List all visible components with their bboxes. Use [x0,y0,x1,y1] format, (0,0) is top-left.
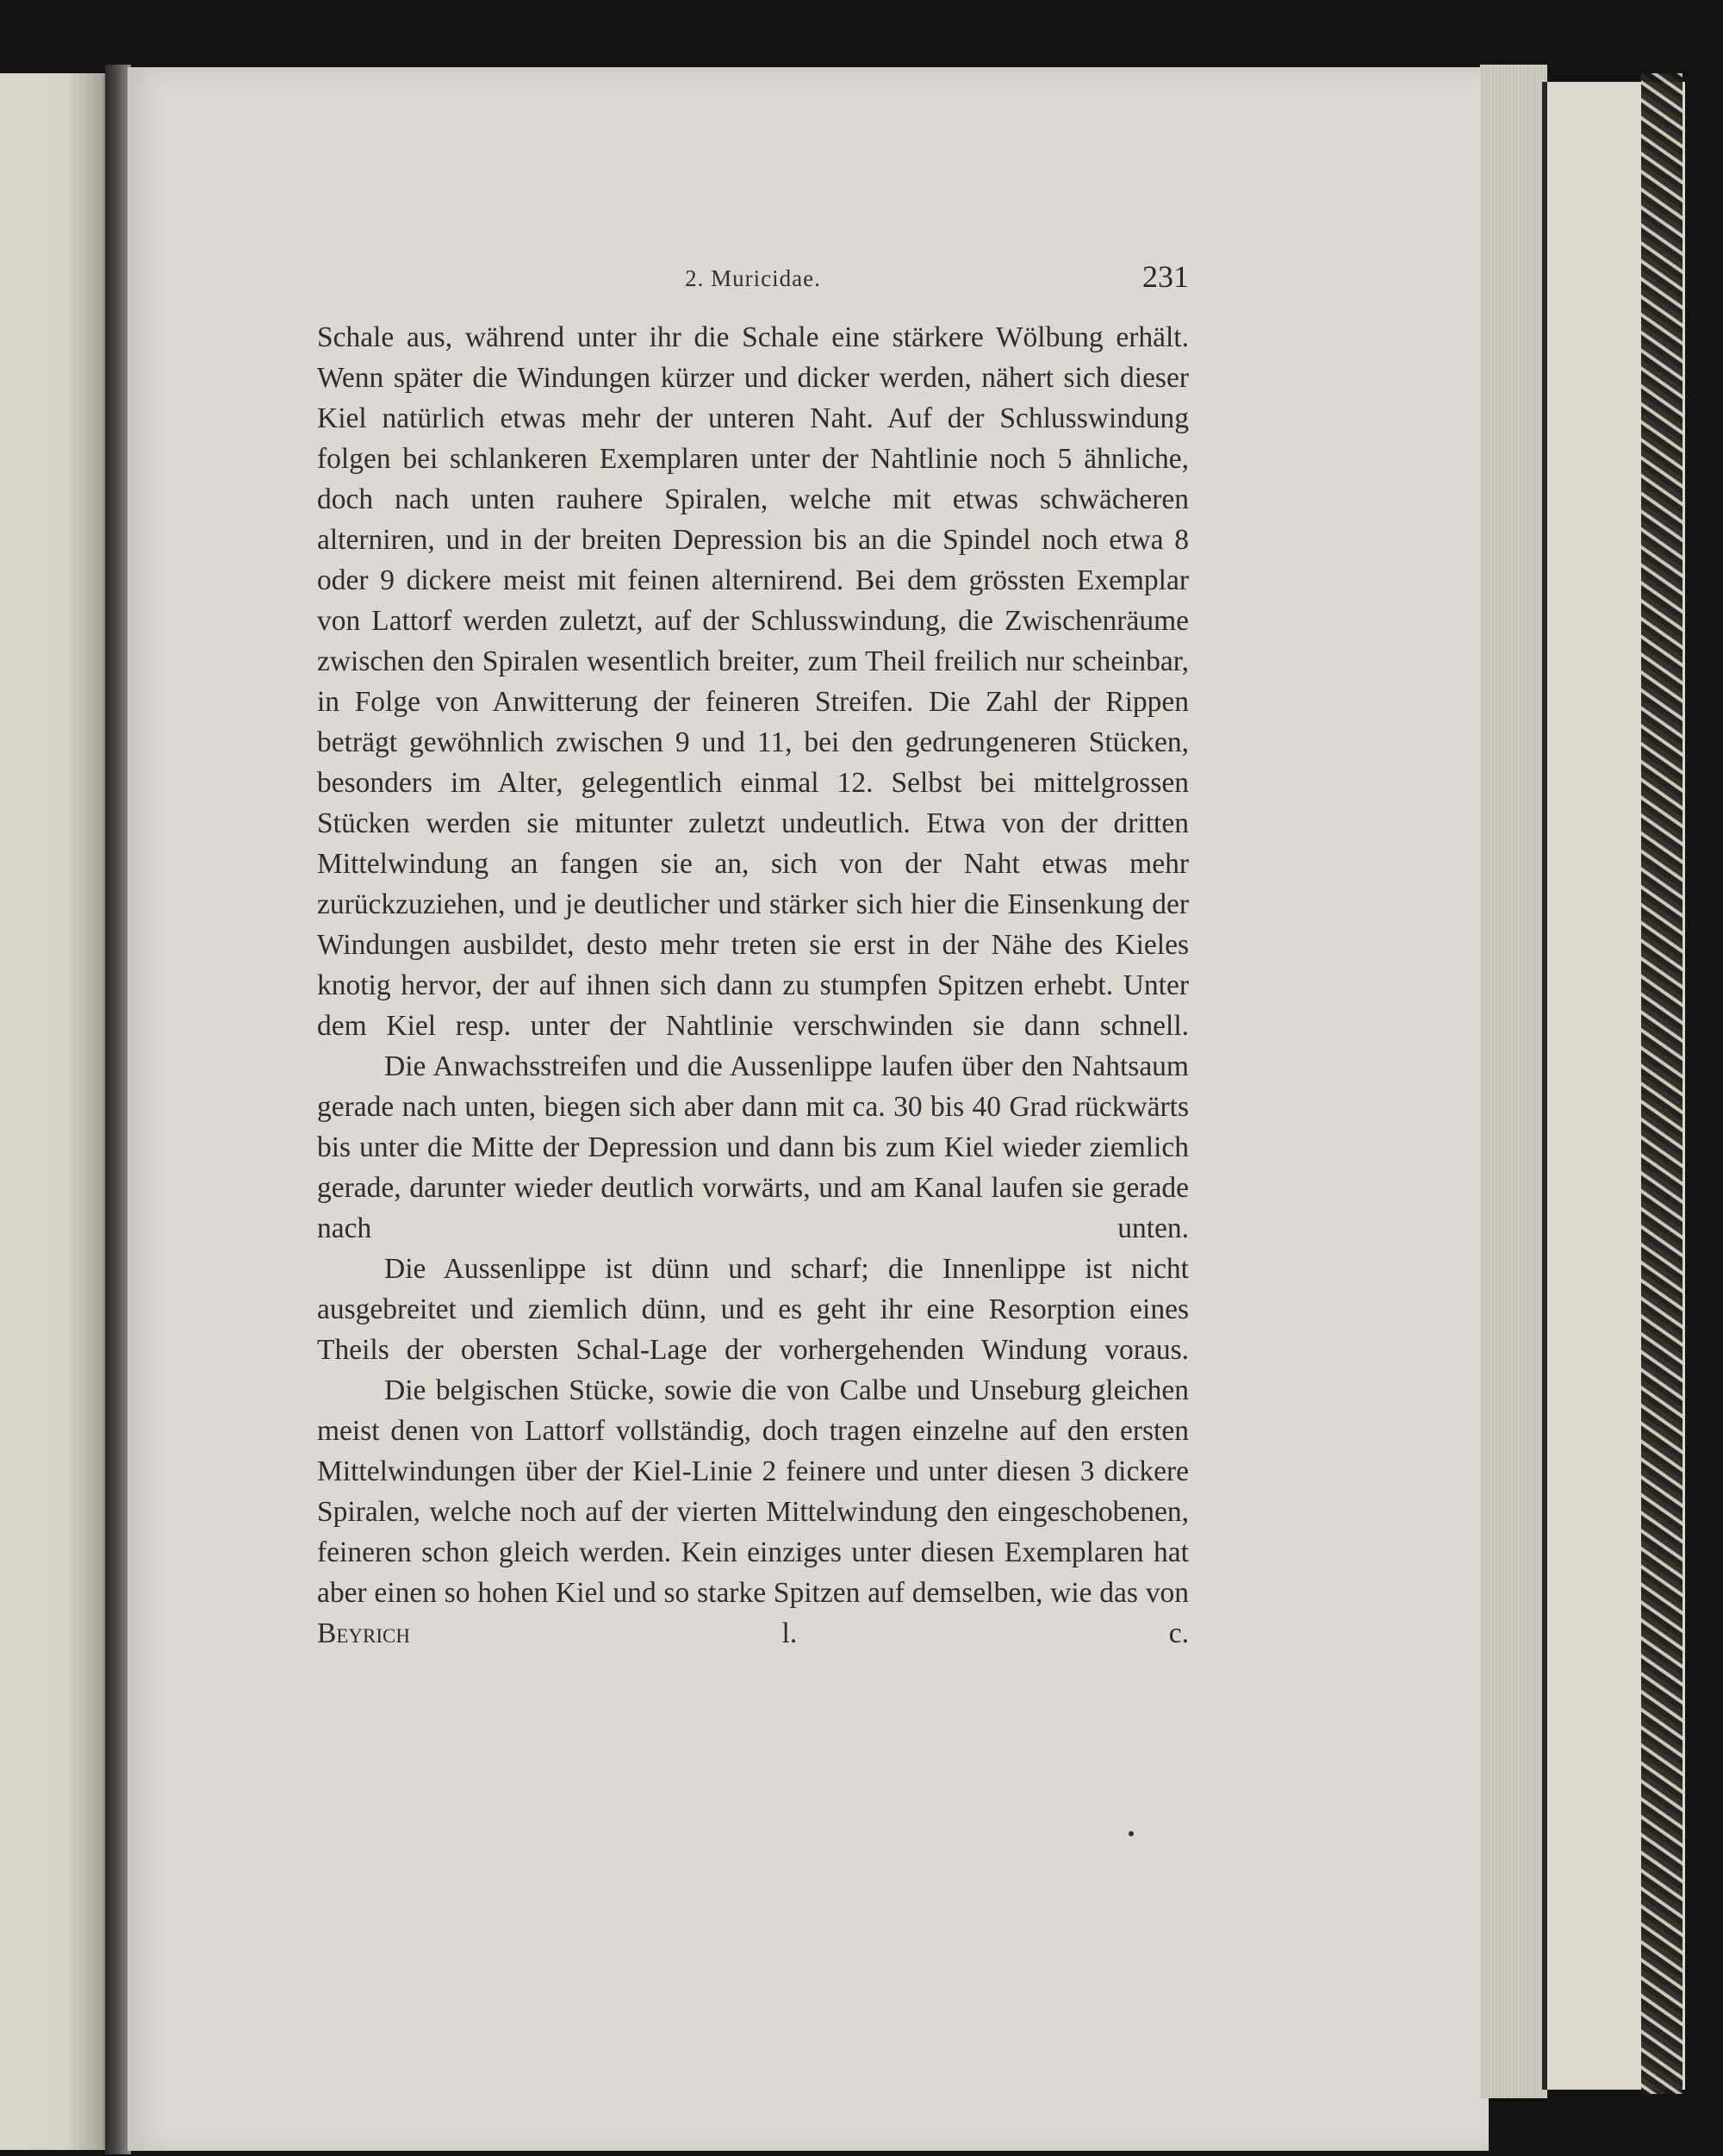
paragraph-4 [317,1370,1189,1654]
paragraph-3: Die Aussenlippe ist dünn und scharf; die Innenlippe ist nicht ausgebreitet und ziemlich dünn, und es geht ihr eine Resorption eines Theils der obersten Schal-Lage der vorhergehenden Windung voraus. [317,1253,1189,1366]
marbled-cover-edge [1641,73,1683,2094]
paragraph-4-text: Die belgischen Stücke, sowie die von Calbe und Unseburg gleichen meist denen von Lattorf vollständig, doch tragen einzelne auf den ersten Mittelwindungen über der Kiel-Linie 2 feinere und unter diesen 3 dickere Spiralen, welche noch auf der vierten Mittelwindung den eingeschobenen, feineren schon gleich werden. Kein einziges unter diesen Exemplaren hat aber einen so hohen Kiel und so starke Spitzen auf demselben, wie das von [317,1374,1189,1609]
page-header [317,259,1189,302]
author-name: Beyrich [317,1617,410,1649]
body-text [317,317,1189,1654]
ink-dot [1129,1831,1134,1836]
page-edges [1480,65,1547,2098]
left-facing-page [0,73,110,2150]
running-head: 2. Muricidae. [685,265,821,291]
paragraph-2: Die Anwachsstreifen und die Aussenlippe laufen über den Nahtsaum gerade nach unten, biegen sich aber dann mit ca. 30 bis 40 Grad rückwärts bis unter die Mitte der Depression und dann bis zum Kiel wieder ziemlich gerade, darunter wieder deutlich vorwärts, und am Kanal laufen sie gerade nach unten. [317,1050,1189,1244]
paragraph-1: Schale aus, während unter ihr die Schale eine stärkere Wölbung erhält. Wenn später die Windungen kürzer und dicker werden, nähert sich dieser Kiel natürlich etwas mehr der unteren Naht. Auf der Schlusswindung folgen bei schlankeren Exemplaren unter der Nahtlinie noch 5 ähnliche, doch nach unten rauhere Spiralen, welche mit etwas schwächeren alterniren, und in der breiten Depression bis an die Spindel noch etwa 8 oder 9 dickere meist mit feinen alternirend. Bei dem grössten Exemplar von Lattorf werden zuletzt, auf der Schlusswindung, die Zwischenräume zwischen den Spiralen wesentlich breiter, zum Theil freilich nur scheinbar, in Folge von Anwitterung der feineren Streifen. Die Zahl der Rippen beträgt gewöhnlich zwischen 9 und 11, bei den gedrungeneren Stücken, besonders im Alter, gelegentlich einmal 12. Selbst bei mittelgrossen Stücken werden sie mitunter zuletzt undeutlich. Etwa von der dritten Mittelwindung an fangen sie an, sich von der Naht etwas mehr zurückzuziehen, und je deutlicher und stärker sich hier die Einsenkung der Windungen ausbildet, desto mehr treten sie erst in der Nähe des Kieles knotig hervor, der auf ihnen sich dann zu stumpfen Spitzen erhebt. Unter dem Kiel resp. unter der Nahtlinie verschwinden sie dann schnell. [317,321,1189,1042]
citation-tail: l. c. [409,1617,1189,1649]
page-number: 231 [1142,259,1189,294]
